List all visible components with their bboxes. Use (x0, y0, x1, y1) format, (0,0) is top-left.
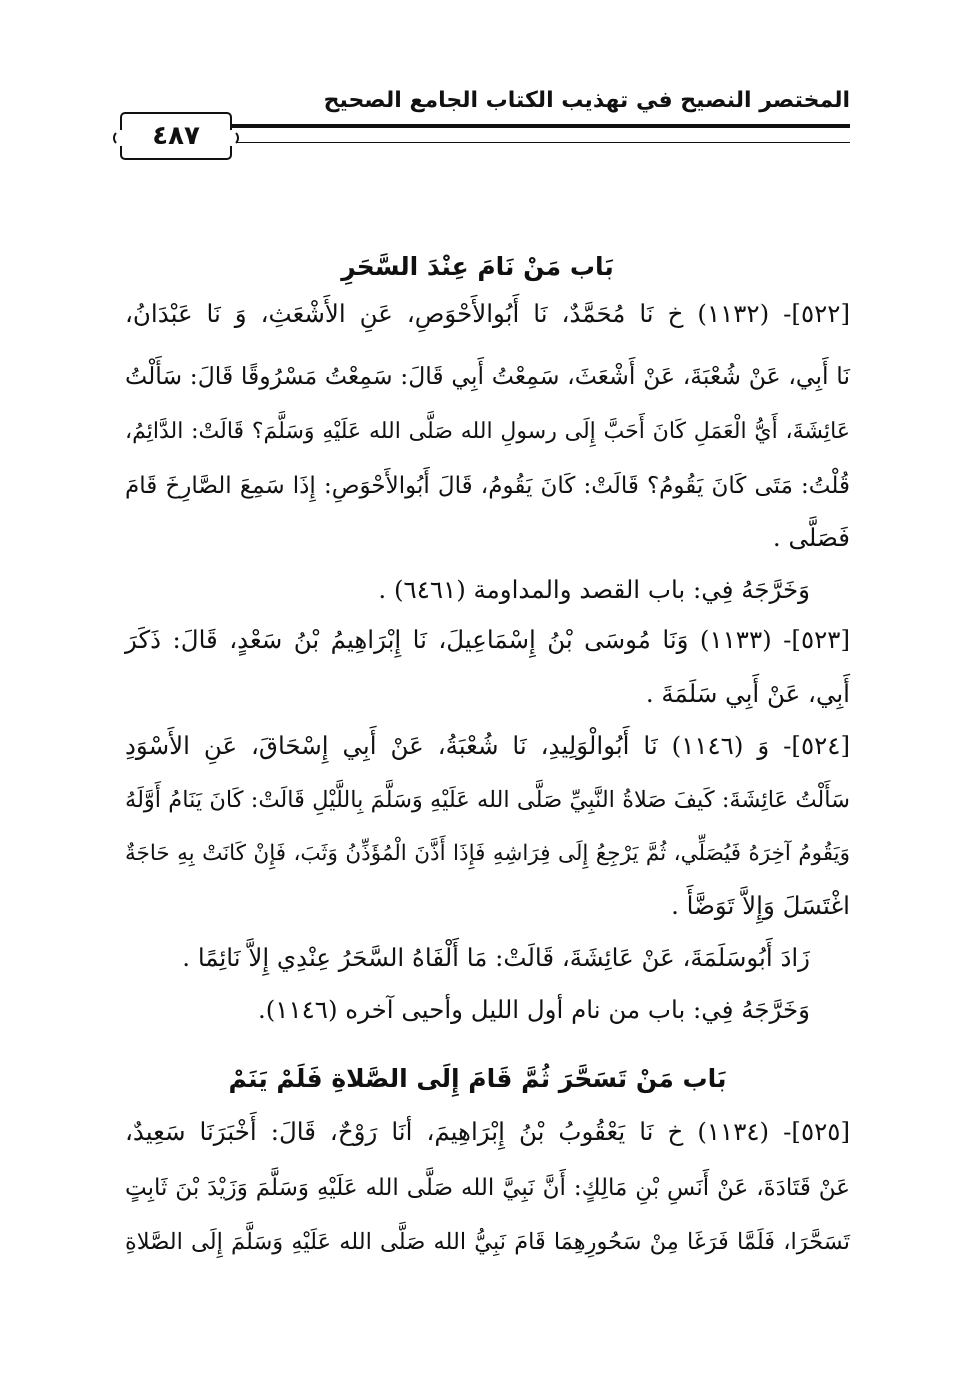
text-line: اغْتَسَلَ وَإِلاَّ تَوَضَّأَ . (671, 891, 850, 920)
cross-reference: وَخَرَّجَهُ فِي: باب القصد والمداومة (٦٤٦١) . (378, 575, 810, 604)
text-line: سَأَلْتُ عَائِشَةَ: كَيفَ صَلاةُ النَّبِيِّ صَلَّى الله عَلَيْهِ وَسَلَّمَ بِاللَّيْلِ قَالَتْ: كَانَ يَنَامُ أَوَّلَهُ (125, 787, 850, 813)
text-line: [٥٢٣]- (١١٣٣) وَنَا مُوسَى بْنُ إِسْمَاعِيلَ، نَا إِبْرَاهِيمُ بْنُ سَعْدٍ، قَالَ: ذَكَرَ (125, 625, 850, 654)
text-line: فَصَلَّى . (772, 523, 850, 552)
text-line: زَادَ أَبُوسَلَمَةَ، عَنْ عَائِشَةَ، قَالَتْ: مَا أَلْفَاهُ السَّحَرُ عِنْدِي إِلاَّ نَائِمًا . (182, 943, 810, 972)
text-line: تَسَحَّرَا، فَلَمَّا فَرَغَا مِنْ سَحُورِهِمَا قَامَ نَبِيُّ الله صَلَّى الله عَلَيْهِ وَسَلَّمَ إِلَى الصَّلاةِ (125, 1229, 850, 1255)
running-header-title: المختصر النصيح في تهذيب الكتاب الجامع الصحيح (323, 88, 850, 113)
text-line: عَائِشَةَ، أَيُّ الْعَمَلِ كَانَ أَحَبَّ إِلَى رسولِ الله صَلَّى الله عَلَيْهِ وَسَلَّمَ؟ قَالَتْ: الدَّائِمُ، (125, 419, 850, 444)
text-line: [٥٢٥]- (١١٣٤) خ نَا يَعْقُوبُ بْنُ إِبْرَاهِيمَ، أنَا رَوْحٌ، قَالَ: أَخْبَرَنَا سَعِيدٌ، (125, 1117, 850, 1146)
section-heading: بَاب مَنْ تَسَحَّرَ ثُمَّ قَامَ إِلَى الصَّلاةِ فَلَمْ يَنَمْ (228, 1064, 727, 1093)
header-rule (230, 124, 850, 143)
text-line: قُلْتُ: مَتَى كَانَ يَقُومُ؟ قَالَتْ: كَانَ يَقُومُ، قَالَ أَبُوالأَحْوَصِ: إِذَا سَمِعَ الصَّارِخَ قَامَ (125, 473, 850, 499)
section-heading: بَاب مَنْ نَامَ عِنْدَ السَّحَرِ (341, 252, 614, 281)
text-line: وَيَقُومُ آخِرَهُ فَيُصَلِّي، ثُمَّ يَرْجِعُ إِلَى فِرَاشِهِ فَإِذَا أَذَّنَ الْمُؤَذِّنُ وَثَبَ، فَإِنْ كَانَتْ بِهِ حَاجَةٌ (125, 841, 850, 866)
cross-reference: وَخَرَّجَهُ فِي: باب من نام أول الليل وأحيى آخره (١١٤٦). (257, 995, 810, 1024)
text-line: نَا أَبِي، عَنْ شُعْبَةَ، عَنْ أَشْعَثَ، سَمِعْتُ أَبِي قَالَ: سَمِعْتُ مَسْرُوقًا قَالَ: سَأَلْتُ (125, 362, 850, 390)
text-line: [٥٢٤]- وَ (١١٤٦) نَا أَبُوالْوَلِيدِ، نَا شُعْبَةُ، عَنْ أَبِي إِسْحَاقَ، عَنِ الأَسْوَدِ (125, 731, 850, 760)
page-number: ٤٨٧ (120, 112, 232, 160)
text-line: عَنْ قَتَادَةَ، عَنْ أَنَسِ بْنِ مَالِكٍ: أَنَّ نَبِيَّ الله صَلَّى الله عَلَيْهِ وَسَلَّمَ وَزَيْدَ بْنَ ثَابِتٍ (125, 1175, 850, 1201)
text-line: أَبِي، عَنْ أَبِي سَلَمَةَ . (645, 679, 850, 708)
text-line: [٥٢٢]- (١١٣٢) خ نَا مُحَمَّدٌ، نَا أَبُوالأَحْوَصِ، عَنِ الأَشْعَثِ، وَ نَا عَبْدَانُ، (125, 299, 851, 328)
